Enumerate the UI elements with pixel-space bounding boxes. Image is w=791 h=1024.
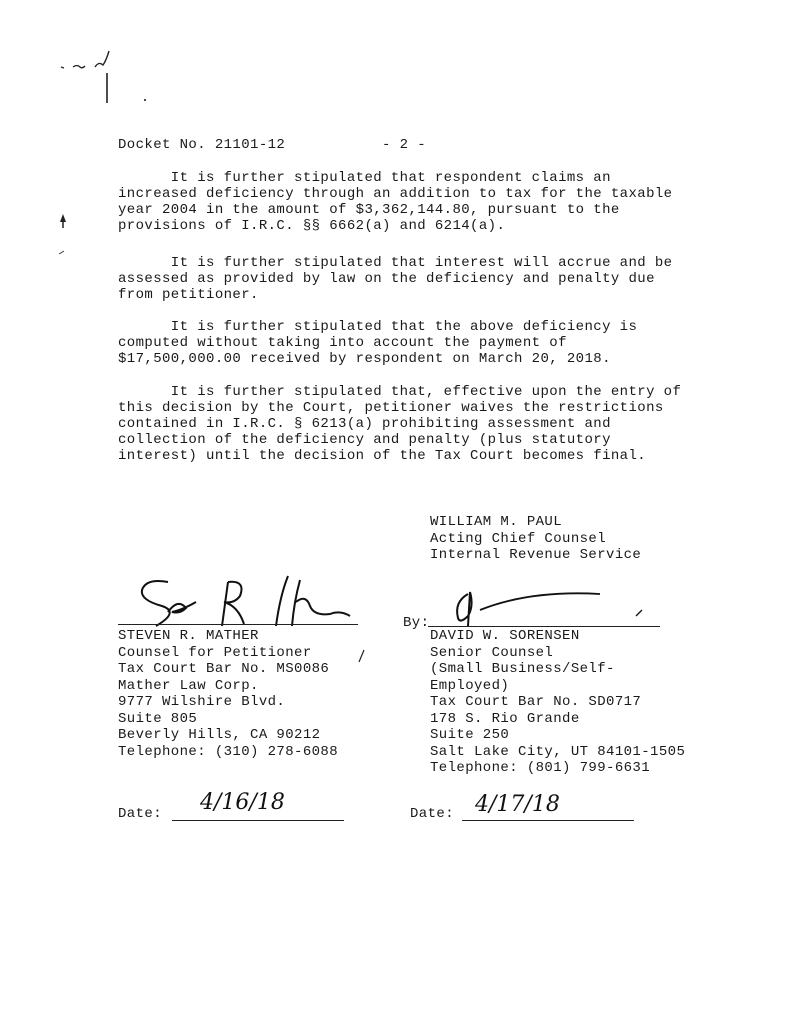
paragraph-payment bbox=[118, 319, 637, 367]
respondent-counsel-line: (Small Business/Self- bbox=[430, 661, 615, 677]
petitioner-date-line bbox=[172, 820, 344, 821]
respondent-agency: Internal Revenue Service bbox=[430, 547, 642, 563]
respondent-signature-line bbox=[428, 626, 660, 627]
petitioner-counsel-line: Telephone: (310) 278-6088 bbox=[118, 743, 339, 760]
paragraph-line: interest) until the decision of the Tax Court becomes final. bbox=[118, 448, 647, 464]
paragraph-line: this decision by the Court, petitioner waives the restrictions bbox=[118, 400, 664, 416]
petitioner-counsel-line: Beverly Hills, CA 90212 bbox=[118, 727, 321, 743]
paragraph-line: It is further stipulated that the above deficiency is bbox=[118, 319, 638, 335]
petitioner-signature bbox=[128, 572, 368, 628]
respondent-counsel-line: 178 S. Rio Grande bbox=[430, 710, 580, 727]
tick-mark bbox=[355, 648, 367, 664]
respondent-counsel-block bbox=[430, 628, 685, 777]
petitioner-counsel-line: Suite 805 bbox=[118, 710, 198, 727]
respondent-date-value: 4/17/18 bbox=[475, 792, 560, 817]
respondent-date-line bbox=[462, 820, 634, 821]
paragraph-line: assessed as provided by law on the deficiency and penalty due bbox=[118, 271, 655, 287]
respondent-title: Acting Chief Counsel bbox=[430, 530, 607, 547]
paragraph-line: contained in I.R.C. § 6213(a) prohibiting assessment and bbox=[118, 416, 611, 432]
paragraph-line: year 2004 in the amount of $3,362,144.80, pursuant to the bbox=[118, 202, 620, 218]
paragraph-interest bbox=[118, 255, 673, 303]
page-number: - 2 - bbox=[382, 137, 427, 153]
by-label: By: bbox=[403, 615, 430, 631]
petitioner-counsel-line: Counsel for Petitioner bbox=[118, 644, 312, 661]
petitioner-counsel-line: Tax Court Bar No. MS0086 bbox=[118, 661, 330, 677]
petitioner-date-value: 4/16/18 bbox=[200, 790, 285, 815]
petitioner-counsel-line: 9777 Wilshire Blvd. bbox=[118, 694, 286, 710]
paragraph-line: It is further stipulated that, effective upon the entry of bbox=[118, 384, 682, 400]
scan-marks bbox=[55, 45, 155, 110]
petitioner-counsel-line: Mather Law Corp. bbox=[118, 677, 259, 694]
paragraph-waiver bbox=[118, 384, 681, 464]
respondent-counsel-name: DAVID W. SORENSEN bbox=[430, 628, 580, 644]
paragraph-line: computed without taking into account the payment of bbox=[118, 335, 567, 351]
respondent-header bbox=[430, 514, 641, 564]
petitioner-date-label: Date: bbox=[118, 806, 163, 822]
respondent-signature bbox=[440, 588, 660, 628]
paragraph-line: provisions of I.R.C. §§ 6662(a) and 6214(a). bbox=[118, 218, 506, 234]
docket-number: Docket No. 21101-12 bbox=[118, 137, 286, 153]
respondent-counsel-line: Employed) bbox=[430, 677, 510, 694]
respondent-counsel-line: Senior Counsel bbox=[430, 644, 554, 661]
paragraph-line: It is further stipulated that interest will accrue and be bbox=[118, 255, 673, 271]
petitioner-signature-line bbox=[118, 624, 358, 625]
paragraph-line: collection of the deficiency and penalty (plus statutory bbox=[118, 432, 611, 448]
respondent-date-label: Date: bbox=[410, 806, 455, 822]
respondent-counsel-line: Telephone: (801) 799-6631 bbox=[430, 760, 651, 776]
petitioner-counsel-block bbox=[118, 628, 338, 760]
respondent-counsel-line: Salt Lake City, UT 84101-1505 bbox=[430, 743, 686, 760]
paragraph-line: $17,500,000.00 received by respondent on March 20, 2018. bbox=[118, 351, 611, 367]
paragraph-line: increased deficiency through an addition to tax for the taxable bbox=[118, 186, 673, 202]
respondent-counsel-line: Suite 250 bbox=[430, 727, 510, 743]
respondent-name: WILLIAM M. PAUL bbox=[430, 514, 563, 530]
respondent-counsel-line: Tax Court Bar No. SD0717 bbox=[430, 694, 642, 710]
margin-mark bbox=[55, 212, 71, 262]
paragraph-line: It is further stipulated that respondent claims an bbox=[118, 170, 611, 186]
petitioner-counsel-name: STEVEN R. MATHER bbox=[118, 628, 259, 644]
paragraph-deficiency bbox=[118, 170, 673, 234]
paragraph-line: from petitioner. bbox=[118, 287, 259, 303]
